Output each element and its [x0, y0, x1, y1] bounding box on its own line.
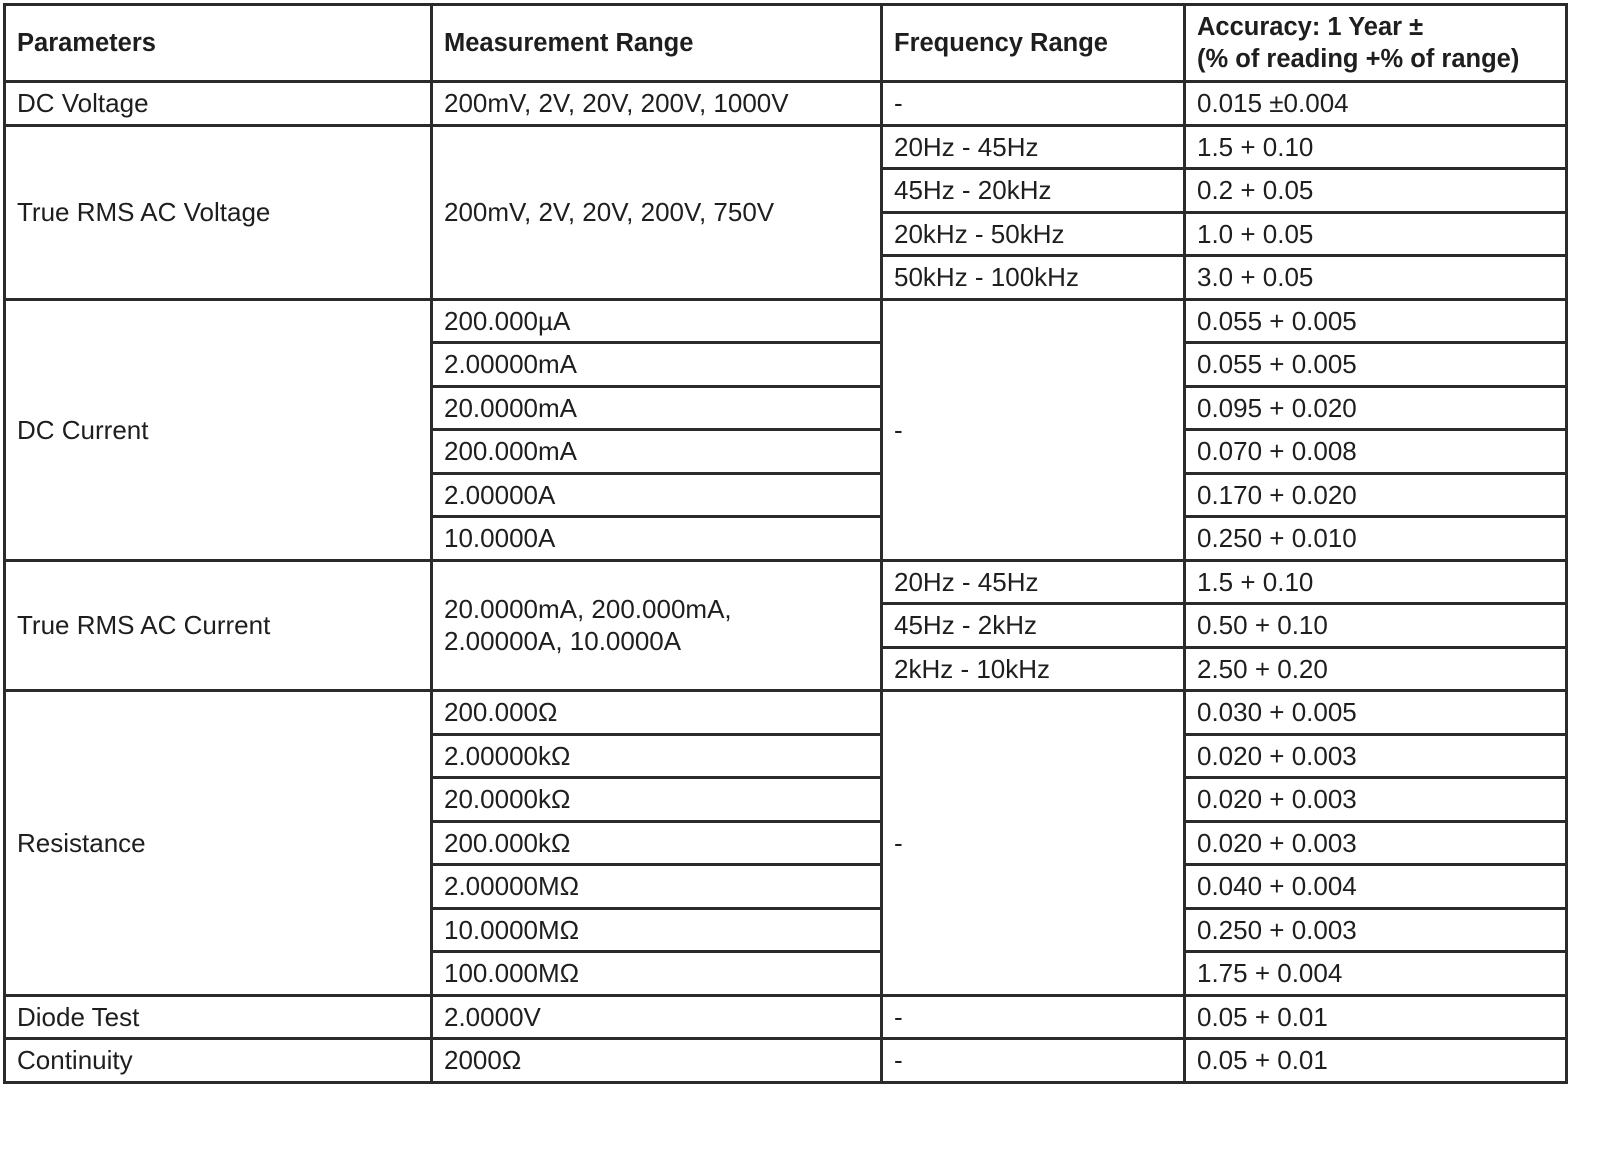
measurement-range-cell: 20.0000kΩ — [432, 778, 882, 822]
frequency-range-cell: 45Hz - 20kHz — [882, 169, 1185, 213]
frequency-range-cell: 45Hz - 2kHz — [882, 604, 1185, 648]
frequency-range-cell: 20Hz - 45Hz — [882, 125, 1185, 169]
accuracy-cell: 3.0 + 0.05 — [1185, 256, 1567, 300]
measurement-range-cell: 200.000mA — [432, 430, 882, 474]
accuracy-cell: 0.020 + 0.003 — [1185, 821, 1567, 865]
frequency-range-cell: 50kHz - 100kHz — [882, 256, 1185, 300]
table-row — [5, 691, 1567, 735]
accuracy-cell: 0.020 + 0.003 — [1185, 778, 1567, 822]
header-parameters: Parameters — [5, 5, 432, 82]
accuracy-cell: 0.040 + 0.004 — [1185, 865, 1567, 909]
measurement-range-cell: 100.000MΩ — [432, 952, 882, 996]
accuracy-cell: 1.75 + 0.004 — [1185, 952, 1567, 996]
table-body — [5, 82, 1567, 1083]
parameter-cell: Continuity — [5, 1039, 432, 1083]
measurement-range-cell: 2.00000A — [432, 473, 882, 517]
parameter-cell: DC Current — [5, 299, 432, 560]
accuracy-cell: 0.015 ±0.004 — [1185, 82, 1567, 126]
accuracy-cell: 0.020 + 0.003 — [1185, 734, 1567, 778]
accuracy-cell: 1.5 + 0.10 — [1185, 125, 1567, 169]
parameter-cell: True RMS AC Current — [5, 560, 432, 691]
accuracy-cell: 0.095 + 0.020 — [1185, 386, 1567, 430]
measurement-range-cell: 200mV, 2V, 20V, 200V, 1000V — [432, 82, 882, 126]
accuracy-cell: 0.2 + 0.05 — [1185, 169, 1567, 213]
specifications-table — [3, 3, 1568, 1084]
accuracy-cell: 0.250 + 0.010 — [1185, 517, 1567, 561]
accuracy-cell: 0.05 + 0.01 — [1185, 1039, 1567, 1083]
accuracy-cell: 0.030 + 0.005 — [1185, 691, 1567, 735]
table-row — [5, 560, 1567, 604]
table-row — [5, 82, 1567, 126]
accuracy-cell: 0.05 + 0.01 — [1185, 995, 1567, 1039]
measurement-range-cell: 20.0000mA, 200.000mA, 2.00000A, 10.0000A — [432, 560, 882, 691]
table-row — [5, 299, 1567, 343]
header-accuracy: Accuracy: 1 Year ± (% of reading +% of range) — [1185, 5, 1567, 82]
accuracy-cell: 1.0 + 0.05 — [1185, 212, 1567, 256]
parameter-cell: Diode Test — [5, 995, 432, 1039]
header-row — [5, 5, 1567, 82]
measurement-range-cell: 20.0000mA — [432, 386, 882, 430]
measurement-range-cell: 200.000Ω — [432, 691, 882, 735]
accuracy-cell: 0.50 + 0.10 — [1185, 604, 1567, 648]
frequency-range-cell: - — [882, 299, 1185, 560]
table-row — [5, 125, 1567, 169]
measurement-range-cell: 200mV, 2V, 20V, 200V, 750V — [432, 125, 882, 299]
parameter-cell: Resistance — [5, 691, 432, 996]
accuracy-cell: 0.170 + 0.020 — [1185, 473, 1567, 517]
parameter-cell: True RMS AC Voltage — [5, 125, 432, 299]
table-row — [5, 1039, 1567, 1083]
table-row — [5, 995, 1567, 1039]
frequency-range-cell: 2kHz - 10kHz — [882, 647, 1185, 691]
header-measurement-range: Measurement Range — [432, 5, 882, 82]
accuracy-cell: 0.055 + 0.005 — [1185, 343, 1567, 387]
frequency-range-cell: - — [882, 1039, 1185, 1083]
measurement-range-cell: 10.0000A — [432, 517, 882, 561]
frequency-range-cell: 20kHz - 50kHz — [882, 212, 1185, 256]
measurement-range-cell: 2.0000V — [432, 995, 882, 1039]
accuracy-cell: 0.055 + 0.005 — [1185, 299, 1567, 343]
header-frequency-range: Frequency Range — [882, 5, 1185, 82]
measurement-range-cell: 200.000kΩ — [432, 821, 882, 865]
accuracy-cell: 0.250 + 0.003 — [1185, 908, 1567, 952]
accuracy-cell: 2.50 + 0.20 — [1185, 647, 1567, 691]
accuracy-cell: 1.5 + 0.10 — [1185, 560, 1567, 604]
frequency-range-cell: - — [882, 691, 1185, 996]
measurement-range-cell: 2.00000kΩ — [432, 734, 882, 778]
frequency-range-cell: - — [882, 82, 1185, 126]
measurement-range-cell: 2.00000mA — [432, 343, 882, 387]
measurement-range-cell: 200.000µA — [432, 299, 882, 343]
measurement-range-cell: 10.0000MΩ — [432, 908, 882, 952]
measurement-range-cell: 2000Ω — [432, 1039, 882, 1083]
measurement-range-cell: 2.00000MΩ — [432, 865, 882, 909]
accuracy-cell: 0.070 + 0.008 — [1185, 430, 1567, 474]
frequency-range-cell: - — [882, 995, 1185, 1039]
parameter-cell: DC Voltage — [5, 82, 432, 126]
frequency-range-cell: 20Hz - 45Hz — [882, 560, 1185, 604]
